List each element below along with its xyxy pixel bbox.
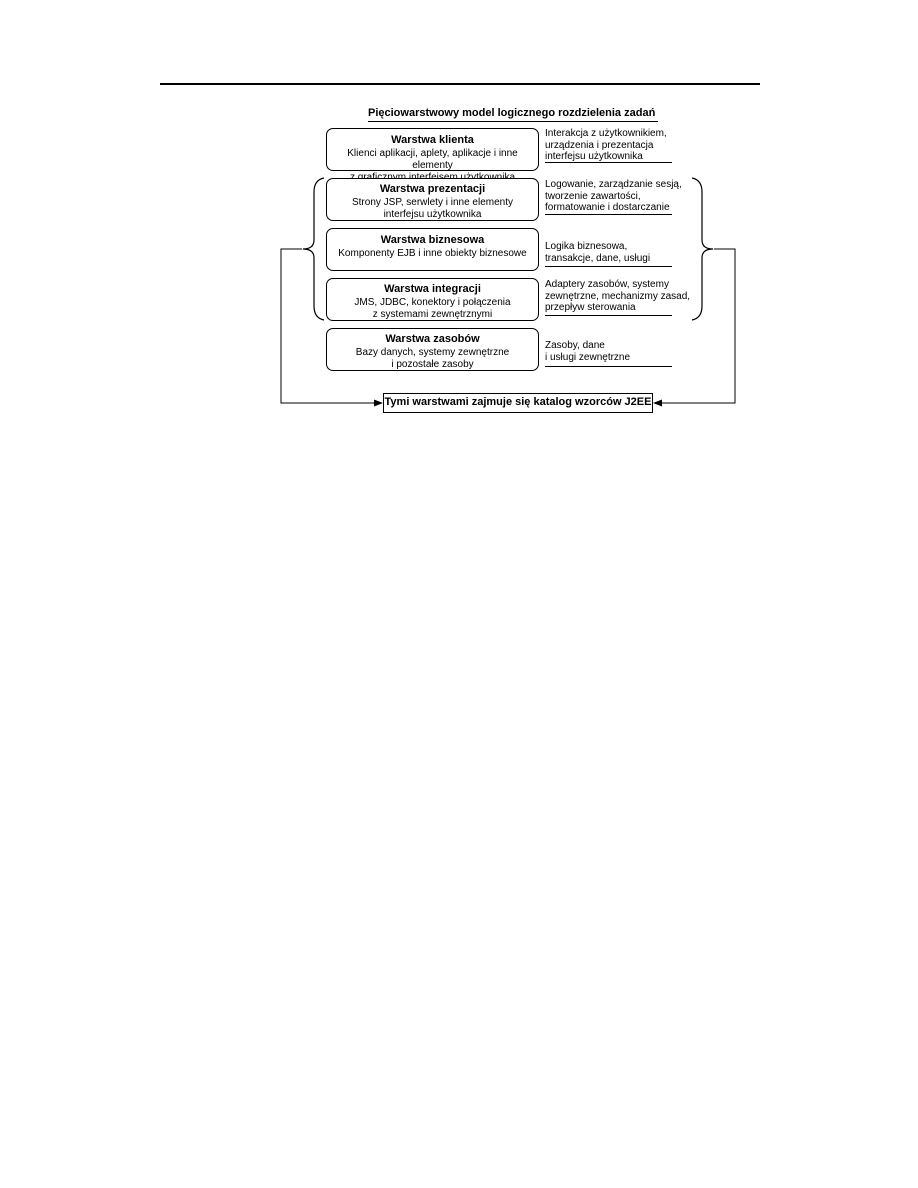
layer-business-resp-line-1: Logika biznesowa,	[545, 241, 628, 252]
layer-client-resp-line-3: interfejsu użytkownika	[545, 151, 643, 162]
layer-integration-resp-line-3: przepływ sterowania	[545, 302, 636, 313]
right-arrowhead	[653, 400, 662, 407]
right-brace	[692, 178, 713, 320]
layer-client-resp-line-1: Interakcja z użytkownikiem,	[545, 128, 667, 139]
layer-client-desc-line-1: Klienci aplikacji, aplety, aplikacje i inne elementy	[347, 148, 518, 171]
layer-presentation-desc-line-1: Strony JSP, serwlety i inne elementy	[351, 197, 513, 208]
layer-integration-desc-line-2: z systemami zewnętrznymi	[372, 309, 493, 320]
layer-resource-name: Warstwa zasobów	[385, 333, 480, 345]
layer-business-name: Warstwa biznesowa	[380, 234, 485, 246]
layer-client-resp-line-2: urządzenia i prezentacja	[545, 139, 654, 151]
layer-integration-name: Warstwa integracji	[384, 283, 481, 295]
diagram-title: Pięciowarstwowy model logicznego rozdzielenia zadań	[368, 107, 658, 122]
layer-presentation-desc-line-2: interfejsu użytkownika	[383, 209, 482, 220]
right-connector	[661, 249, 735, 403]
left-arrowhead	[374, 400, 383, 407]
footer-note-box: Tymi warstwami zajmuje się katalog wzorców J2EE	[383, 393, 653, 413]
layer-presentation-resp-line-3: formatowanie i dostarczanie	[545, 202, 670, 213]
left-brace	[303, 178, 324, 320]
layer-business-resp-line-2: transakcje, dane, usługi	[545, 252, 651, 264]
layer-presentation-name: Warstwa prezentacji	[379, 183, 486, 195]
left-connector	[281, 249, 375, 403]
layer-resource-resp-line-1: Zasoby, dane	[545, 340, 605, 351]
layer-business-desc-line-1: Komponenty EJB i inne obiekty biznesowe	[338, 248, 527, 259]
layer-presentation-resp-line-2: tworzenie zawartości,	[545, 190, 641, 202]
layer-resource-desc-line-1: Bazy danych, systemy zewnętrzne	[355, 347, 510, 358]
layer-integration-desc-line-1: JMS, JDBC, konektory i połączenia	[354, 297, 511, 308]
layer-client-name: Warstwa klienta	[391, 134, 474, 146]
layer-presentation-resp-line-1: Logowanie, zarządzanie sesją,	[545, 179, 682, 190]
layer-integration-resp-line-1: Adaptery zasobów, systemy	[545, 279, 669, 290]
layer-integration-resp-line-2: zewnętrzne, mechanizmy zasad,	[545, 290, 691, 302]
layer-resource-resp-line-2: i usługi zewnętrzne	[545, 351, 631, 363]
layer-resource-desc-line-2: i pozostałe zasoby	[391, 359, 474, 370]
